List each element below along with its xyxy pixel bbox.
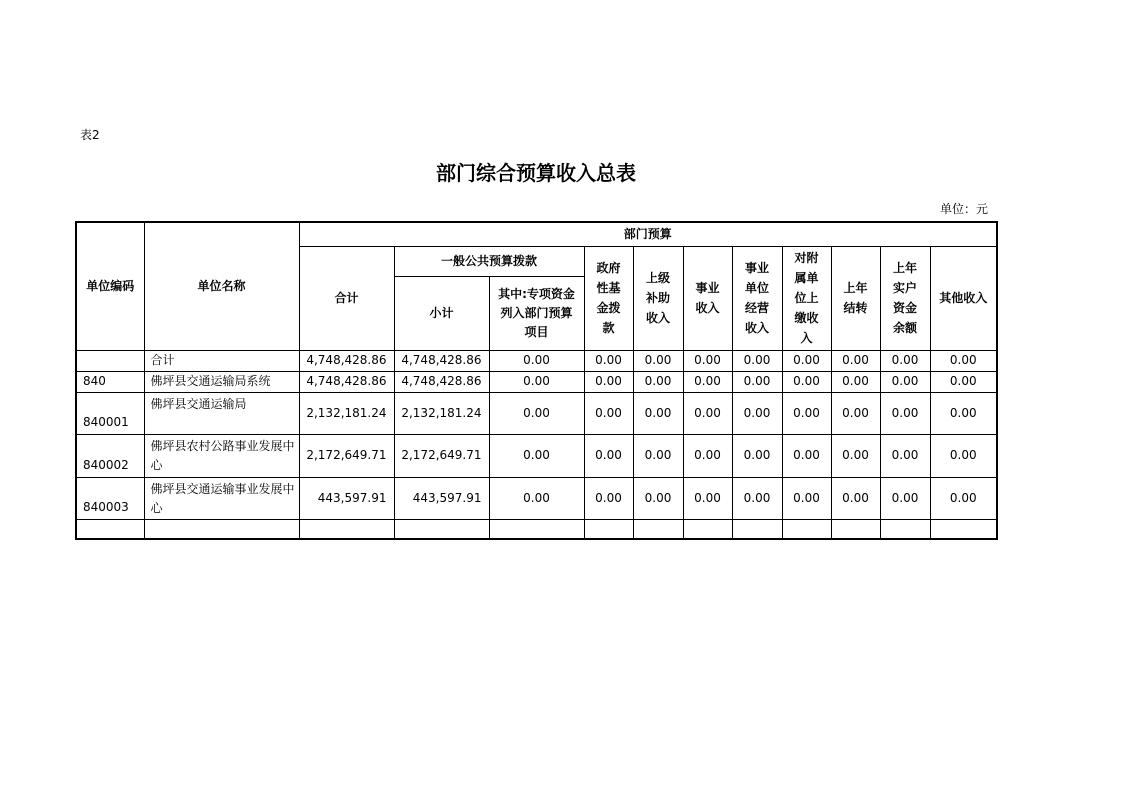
cell-operating: 0.00 [732,477,782,519]
col-header-dept-budget: 部门预算 [299,222,997,246]
col-header-subordinate-payment: 对附属单位上缴收入 [782,246,831,350]
cell-special: 0.00 [489,371,584,392]
cell-other: 0.00 [930,371,997,392]
cell-carryover: 0.00 [831,434,880,477]
cell-operating: 0.00 [732,392,782,434]
cell-name: 佛坪县农村公路事业发展中心 [144,434,299,477]
cell-subtotal: 4,748,428.86 [394,371,489,392]
empty-row [76,519,997,539]
cell-gov-fund: 0.00 [584,392,633,434]
cell-carryover: 0.00 [831,350,880,371]
col-header-gov-fund: 政府性基金拨款 [584,246,633,350]
table-row [76,350,997,371]
cell-name: 佛坪县交通运输事业发展中心 [144,477,299,519]
cell-carryover: 0.00 [831,477,880,519]
cell-gov-fund: 0.00 [584,434,633,477]
header-row-1 [76,222,997,246]
cell-total: 2,132,181.24 [299,392,394,434]
cell-subtotal: 443,597.91 [394,477,489,519]
cell-subtotal: 4,748,428.86 [394,350,489,371]
cell-subordinate: 0.00 [782,350,831,371]
cell-other: 0.00 [930,350,997,371]
cell-operating: 0.00 [732,371,782,392]
cell-special: 0.00 [489,350,584,371]
col-header-business-income: 事业收入 [683,246,732,350]
cell-code [76,350,144,371]
cell-business: 0.00 [683,477,732,519]
cell-gov-fund: 0.00 [584,350,633,371]
col-header-unit-name: 单位名称 [144,222,299,350]
cell-total: 443,597.91 [299,477,394,519]
col-header-general-public: 一般公共预算拨款 [394,246,584,276]
cell-carryover: 0.00 [831,392,880,434]
cell-code: 840003 [76,477,144,519]
cell-business: 0.00 [683,392,732,434]
cell-other: 0.00 [930,477,997,519]
cell-special: 0.00 [489,392,584,434]
cell-name: 佛坪县交通运输局系统 [144,371,299,392]
col-header-other-income: 其他收入 [930,246,997,350]
cell-total: 4,748,428.86 [299,350,394,371]
col-header-business-operating: 事业单位经营收入 [732,246,782,350]
cell-business: 0.00 [683,434,732,477]
cell-balance: 0.00 [880,434,930,477]
cell-subtotal: 2,172,649.71 [394,434,489,477]
col-header-carryover: 上年结转 [831,246,880,350]
cell-carryover: 0.00 [831,371,880,392]
budget-income-table [75,221,998,540]
cell-superior: 0.00 [633,477,683,519]
cell-business: 0.00 [683,350,732,371]
cell-superior: 0.00 [633,371,683,392]
col-header-subtotal: 小计 [394,276,489,350]
cell-name: 佛坪县交通运输局 [144,392,299,434]
table-row [76,477,997,519]
cell-balance: 0.00 [880,392,930,434]
cell-code: 840002 [76,434,144,477]
table-row [76,371,997,392]
col-header-unit-code: 单位编码 [76,222,144,350]
col-header-total: 合计 [299,246,394,350]
cell-operating: 0.00 [732,434,782,477]
cell-name: 合计 [144,350,299,371]
cell-code: 840001 [76,392,144,434]
cell-subordinate: 0.00 [782,477,831,519]
cell-gov-fund: 0.00 [584,477,633,519]
cell-subordinate: 0.00 [782,434,831,477]
cell-special: 0.00 [489,434,584,477]
table-label: 表2 [80,128,100,142]
cell-balance: 0.00 [880,477,930,519]
cell-subtotal: 2,132,181.24 [394,392,489,434]
col-header-superior-subsidy: 上级补助收入 [633,246,683,350]
cell-superior: 0.00 [633,392,683,434]
cell-operating: 0.00 [732,350,782,371]
cell-other: 0.00 [930,392,997,434]
cell-total: 2,172,649.71 [299,434,394,477]
unit-note: 单位：元 [939,202,988,216]
cell-business: 0.00 [683,371,732,392]
cell-gov-fund: 0.00 [584,371,633,392]
cell-other: 0.00 [930,434,997,477]
cell-superior: 0.00 [633,434,683,477]
cell-superior: 0.00 [633,350,683,371]
page-title: 部门综合预算收入总表 [436,161,636,185]
cell-subordinate: 0.00 [782,371,831,392]
cell-balance: 0.00 [880,371,930,392]
cell-total: 4,748,428.86 [299,371,394,392]
col-header-special-funds: 其中:专项资金列入部门预算项目 [489,276,584,350]
table-row [76,434,997,477]
table-row [76,392,997,434]
col-header-prior-balance: 上年实户资金余额 [880,246,930,350]
cell-balance: 0.00 [880,350,930,371]
cell-subordinate: 0.00 [782,392,831,434]
cell-special: 0.00 [489,477,584,519]
cell-code: 840 [76,371,144,392]
